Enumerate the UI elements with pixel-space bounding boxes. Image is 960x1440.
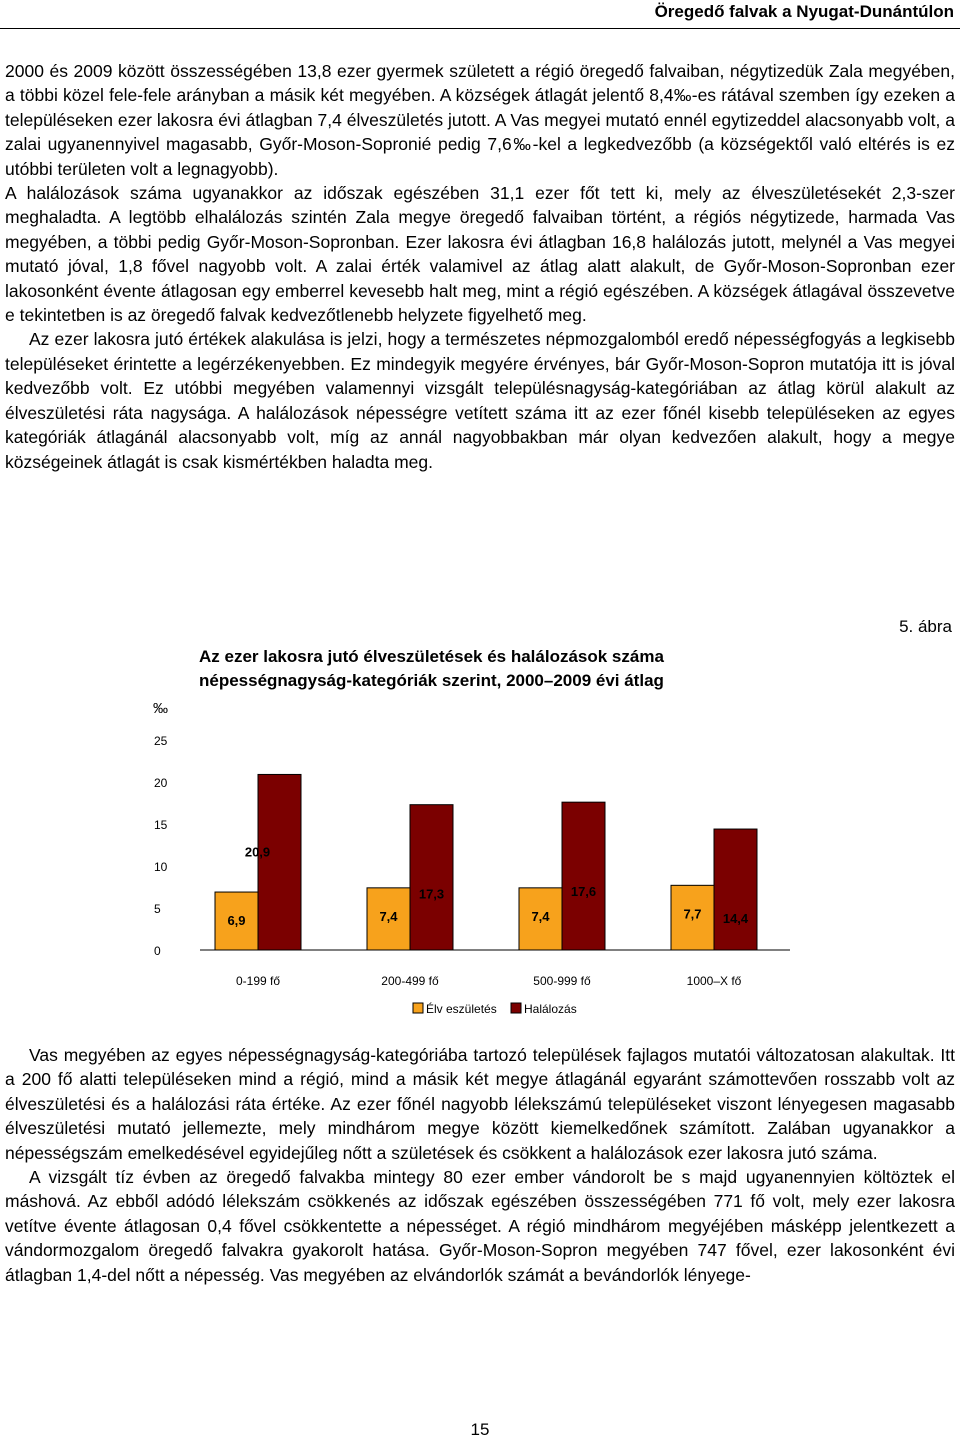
x-category-label: 0-199 fő bbox=[235, 974, 281, 988]
text-block-bottom bbox=[5, 1043, 955, 1287]
bar-chart bbox=[140, 690, 820, 1030]
x-category-label: 500-999 fő bbox=[533, 974, 591, 988]
figure-label: 5. ábra bbox=[899, 617, 952, 636]
legend-label-halalozas: Halálozás bbox=[524, 1002, 577, 1016]
legend-label-elveszuletes: Élv eszületés bbox=[426, 1002, 497, 1016]
data-label-elveszuletes: 7,4 bbox=[379, 908, 398, 924]
bar-halalozas bbox=[410, 805, 453, 950]
data-label-halalozas: 14,4 bbox=[722, 911, 749, 927]
chart-title bbox=[199, 645, 799, 693]
bar-halalozas bbox=[258, 774, 301, 950]
paragraph: A vizsgált tíz évben az öregedő falvakba mintegy 80 ezer ember vándorolt be s majd ugyanennyien költöztek el máshová. Az ebből adódó lélekszám csökkenés az időszak egészében összességében 771 fő volt, mely ezer lakosra vetítve évente átlagosan 0,4 fővel csökkentette a népességet. A régió mindhárom megyéjében másképp jelentkezett a vándormozgalom öregedő falvakra gyakorolt hatása. Győr-Moson-Sopron megyében 747 fővel, ezer lakosonként évi átlagban 1,4-del nőtt a népesség. Vas megyében az elvándorlók számát a bevándorlók lényege- bbox=[5, 1167, 955, 1285]
header-title: Öregedő falvak a Nyugat-Dunántúlon bbox=[654, 2, 954, 21]
paragraph: Vas megyében az egyes népességnagyság-kategóriába tartozó települések fajlagos mutatói változatosan alakultak. Itt a 200 fő alatti településeken mind a régió, mind a másik két megye átlagánál egyaránt számottevően rosszabb volt az élveszületési és a halálozási ráta értéke. Az ezer főnél nagyobb lélekszámú településeket viszont lényegesen magasabb élveszületési mutató jellemezte, mely mindhárom megye között kiemelkedőnek számított. Zalában ugyanakkor a népességszám emelkedésével egyidejűleg nőtt a születések és csökkent a halálozások ezer lakosra jutó száma. bbox=[5, 1045, 955, 1163]
data-label-elveszuletes: 7,7 bbox=[683, 906, 702, 922]
text-block-top bbox=[5, 59, 955, 474]
x-category-label: 1000–X fő bbox=[686, 974, 742, 988]
y-tick-label: 15 bbox=[154, 818, 168, 832]
legend-swatch-halalozas bbox=[511, 1003, 521, 1013]
paragraph: A halálozások száma ugyanakkor az időszak egészében 31,1 ezer főt tett ki, mely az élveszületésekét 2,3-szer meghaladta. A legtöbb elhalálozás szintén Zala megye öregedő falvaiban történt, a régiós négytizede, harmada Vas megyében, a többi pedig Győr-Moson-Sopronban. Ezer lakosra évi átlagban 16,8 halálozás jutott, melynél a Vas megyei mutató jóval, 1,8 fővel nagyobb volt. A zalai érték valamivel az átlag alatt alakult, de Győr-Moson-Sopronban ezer lakosonként évente átlagosan egy emberrel kevesebb halt meg, mint a régió egészében. A községek átlagával összevetve e tekintetben is az öregedő falvak kedvezőtlenebb helyzete figyelhető meg. bbox=[5, 183, 955, 326]
y-tick-label: 5 bbox=[154, 902, 161, 916]
data-label-elveszuletes: 6,9 bbox=[227, 913, 246, 929]
paragraph: Az ezer lakosra jutó értékek alakulása is jelzi, hogy a természetes népmozgalomból eredő népességfogyás a legkisebb településeket érintette a legérzékenyebben. Ez mindegyik megyére érvényes, bár Győr-Moson-Sopron mutatója itt is jóval kedvezőbb volt. Ez utóbbi megyében valamennyi vizsgált településnagyság-kategóriában az átlag körül alakult az élveszületési ráta nagysága. A halálozások népességre vetített száma itt az ezer főnél kisebb településeken az egyes kategóriák átlagánál alacsonyabb volt, míg az annál nagyobbakban már olyan kedvezően alakult, hogy a megye községeinek átlagát is csak kismértékben haladta meg. bbox=[5, 329, 955, 472]
y-tick-label: 25 bbox=[154, 734, 168, 748]
y-tick-label: 20 bbox=[154, 776, 168, 790]
page-number: 15 bbox=[470, 1420, 490, 1439]
page-header bbox=[0, 0, 960, 29]
chart-title-line-2: népességnagyság-kategóriák szerint, 2000–2009 évi átlag bbox=[199, 671, 664, 690]
data-label-halalozas: 20,9 bbox=[244, 844, 271, 860]
y-tick-label: 10 bbox=[154, 860, 168, 874]
data-label-halalozas: 17,6 bbox=[570, 884, 597, 900]
bar-halalozas bbox=[714, 829, 757, 950]
chart-title-line-1: Az ezer lakosra jutó élveszületések és halálozások száma bbox=[199, 647, 664, 666]
bar-halalozas bbox=[562, 802, 605, 950]
data-label-elveszuletes: 7,4 bbox=[531, 908, 550, 924]
legend-swatch-elveszuletes bbox=[413, 1003, 423, 1013]
data-label-halalozas: 17,3 bbox=[418, 886, 445, 902]
x-category-label: 200-499 fő bbox=[381, 974, 439, 988]
y-tick-label: 0 bbox=[154, 944, 161, 958]
paragraph: 2000 és 2009 között összességében 13,8 ezer gyermek született a régió öregedő falvaiban, négytizedük Zala megyében, a többi közel fele-fele arányban a másik két megyében. A községek átlagát jelentő 8,4‰-es rátával szemben így ezeken a településeken ezer lakosra évi átlagban 7,4 élveszületés jutott. A Vas megyei mutató ennél egytizeddel alacsonyabb volt, a zalai ugyanennyivel magasabb, Győr-Moson-Sopronié pedig 7,6‰-kel a legkedvezőbb (a községektől való eltérés is ez utóbbi területen volt a legnagyobb). bbox=[5, 61, 955, 179]
y-axis-unit-label: ‰ bbox=[153, 700, 168, 717]
